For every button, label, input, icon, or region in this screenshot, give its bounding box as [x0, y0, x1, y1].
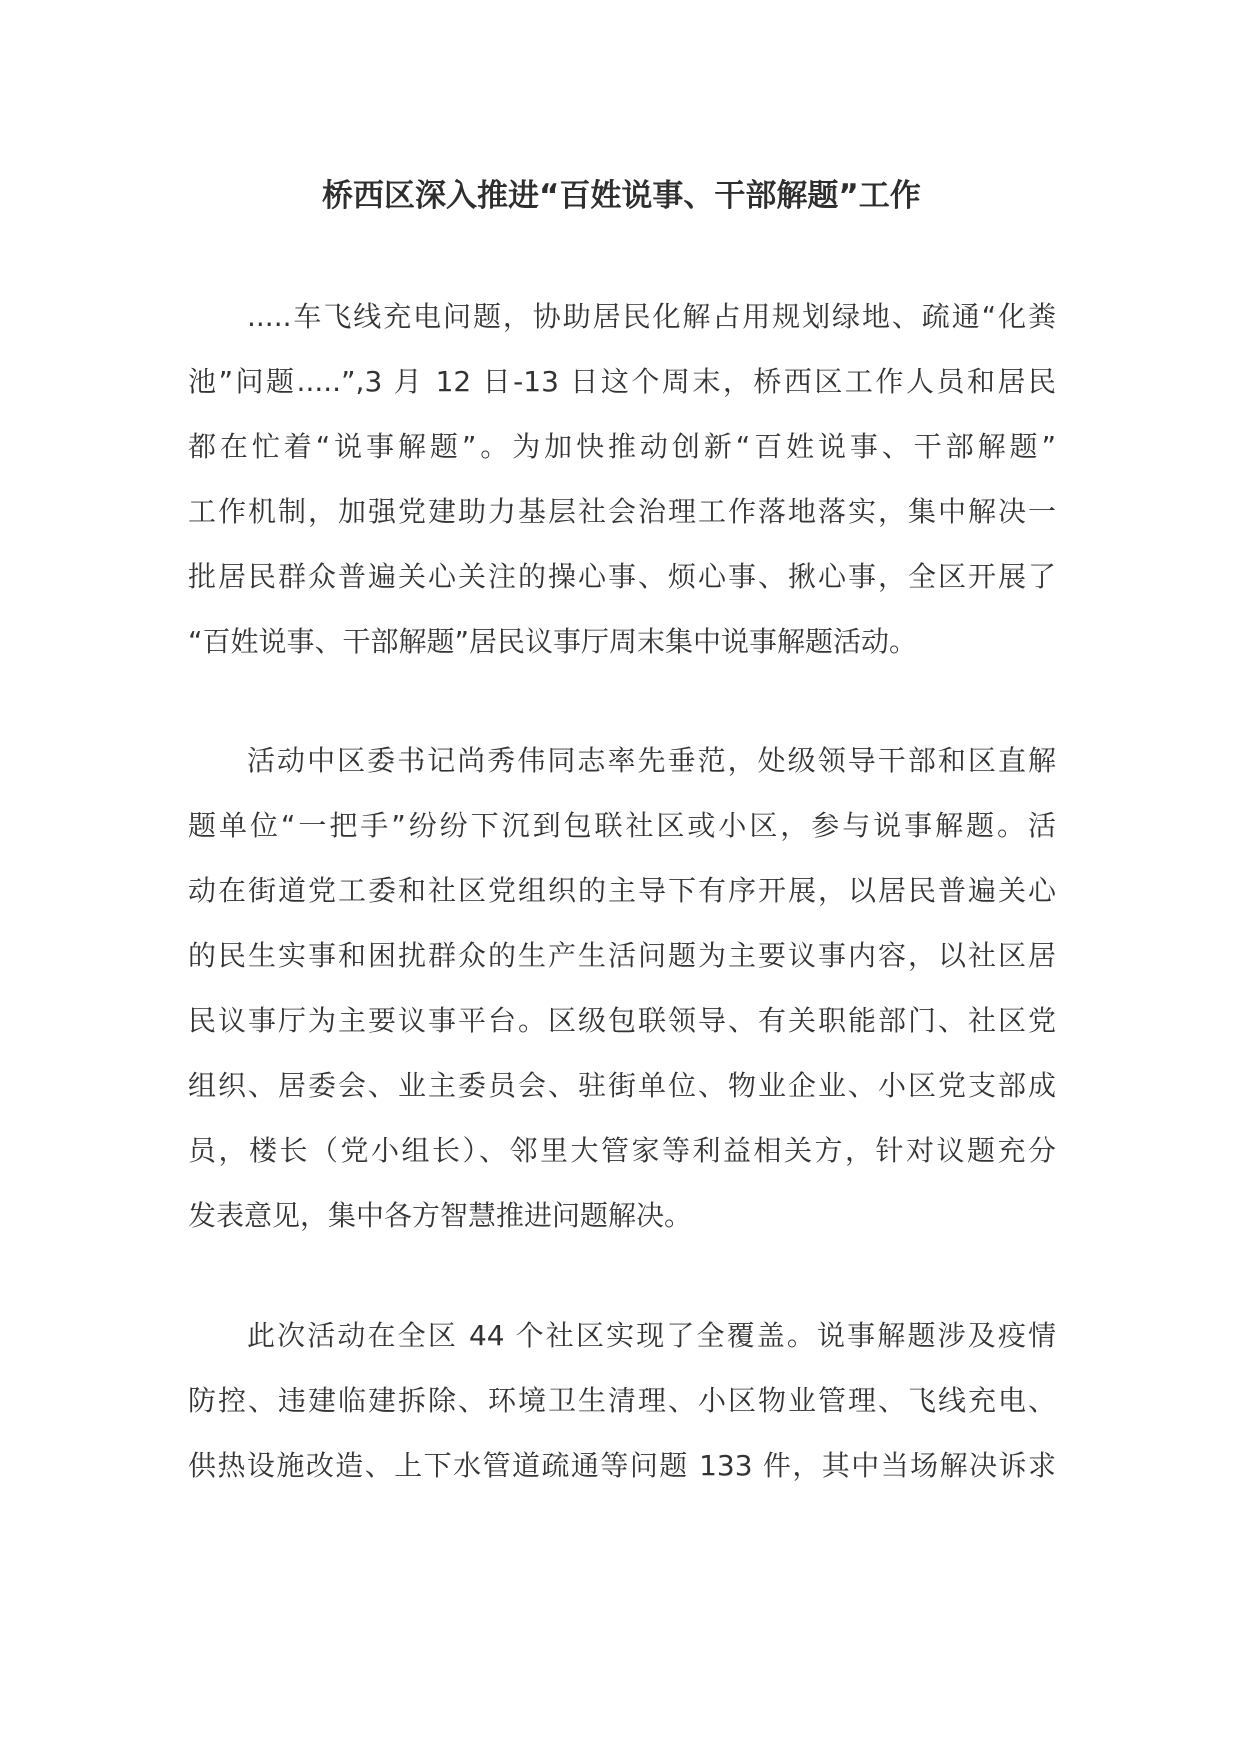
text-line: 发表意见，集中各方智慧推进问题解决。	[188, 1199, 693, 1232]
text-line: 活动中区委书记尚秀伟同志率先垂范，处级领导干部和区直解	[247, 744, 1056, 777]
paragraph-1	[188, 284, 1056, 674]
document-title: 桥西区深入推进“百姓说事、干部解题”工作	[322, 178, 921, 214]
text-line: 民议事厅为主要议事平台。区级包联领导、有关职能部门、社区党	[188, 1004, 1056, 1037]
text-line: 组织、居委会、业主委员会、驻街单位、物业企业、小区党支部成	[188, 1069, 1056, 1102]
text-line: 工作机制，加强党建助力基层社会治理工作落地落实，集中解决一	[188, 495, 1056, 528]
text-line: 的民生实事和困扰群众的生产生活问题为主要议事内容，以社区居	[188, 939, 1056, 972]
text-line: .....车飞线充电问题，协助居民化解占用规划绿地、疏通“化粪	[247, 300, 1056, 333]
text-line: 批居民群众普遍关心关注的操心事、烦心事、揪心事，全区开展了	[188, 560, 1056, 593]
text-line: 防控、违建临建拆除、环境卫生清理、小区物业管理、飞线充电、	[188, 1384, 1056, 1417]
text-line: 题单位“一把手”纷纷下沉到包联社区或小区，参与说事解题。活	[188, 809, 1056, 842]
text-line: 供热设施改造、上下水管道疏通等问题 133 件，其中当场解决诉求	[188, 1449, 1056, 1482]
text-line: “百姓说事、干部解题”居民议事厅周末集中说事解题活动。	[188, 625, 918, 658]
text-line: 此次活动在全区 44 个社区实现了全覆盖。说事解题涉及疫情	[247, 1319, 1056, 1352]
paragraph-3	[188, 1303, 1056, 1498]
text-line: 员，楼长（党小组长）、邻里大管家等利益相关方，针对议题充分	[188, 1134, 1056, 1167]
text-line: 都在忙着“说事解题”。为加快推动创新“百姓说事、干部解题”	[188, 430, 1056, 463]
paragraph-2	[188, 728, 1056, 1248]
text-line: 动在街道党工委和社区党组织的主导下有序开展，以居民普遍关心	[188, 874, 1056, 907]
text-line: 池”问题.....”,3 月 12 日-13 日这个周末，桥西区工作人员和居民	[188, 365, 1056, 398]
